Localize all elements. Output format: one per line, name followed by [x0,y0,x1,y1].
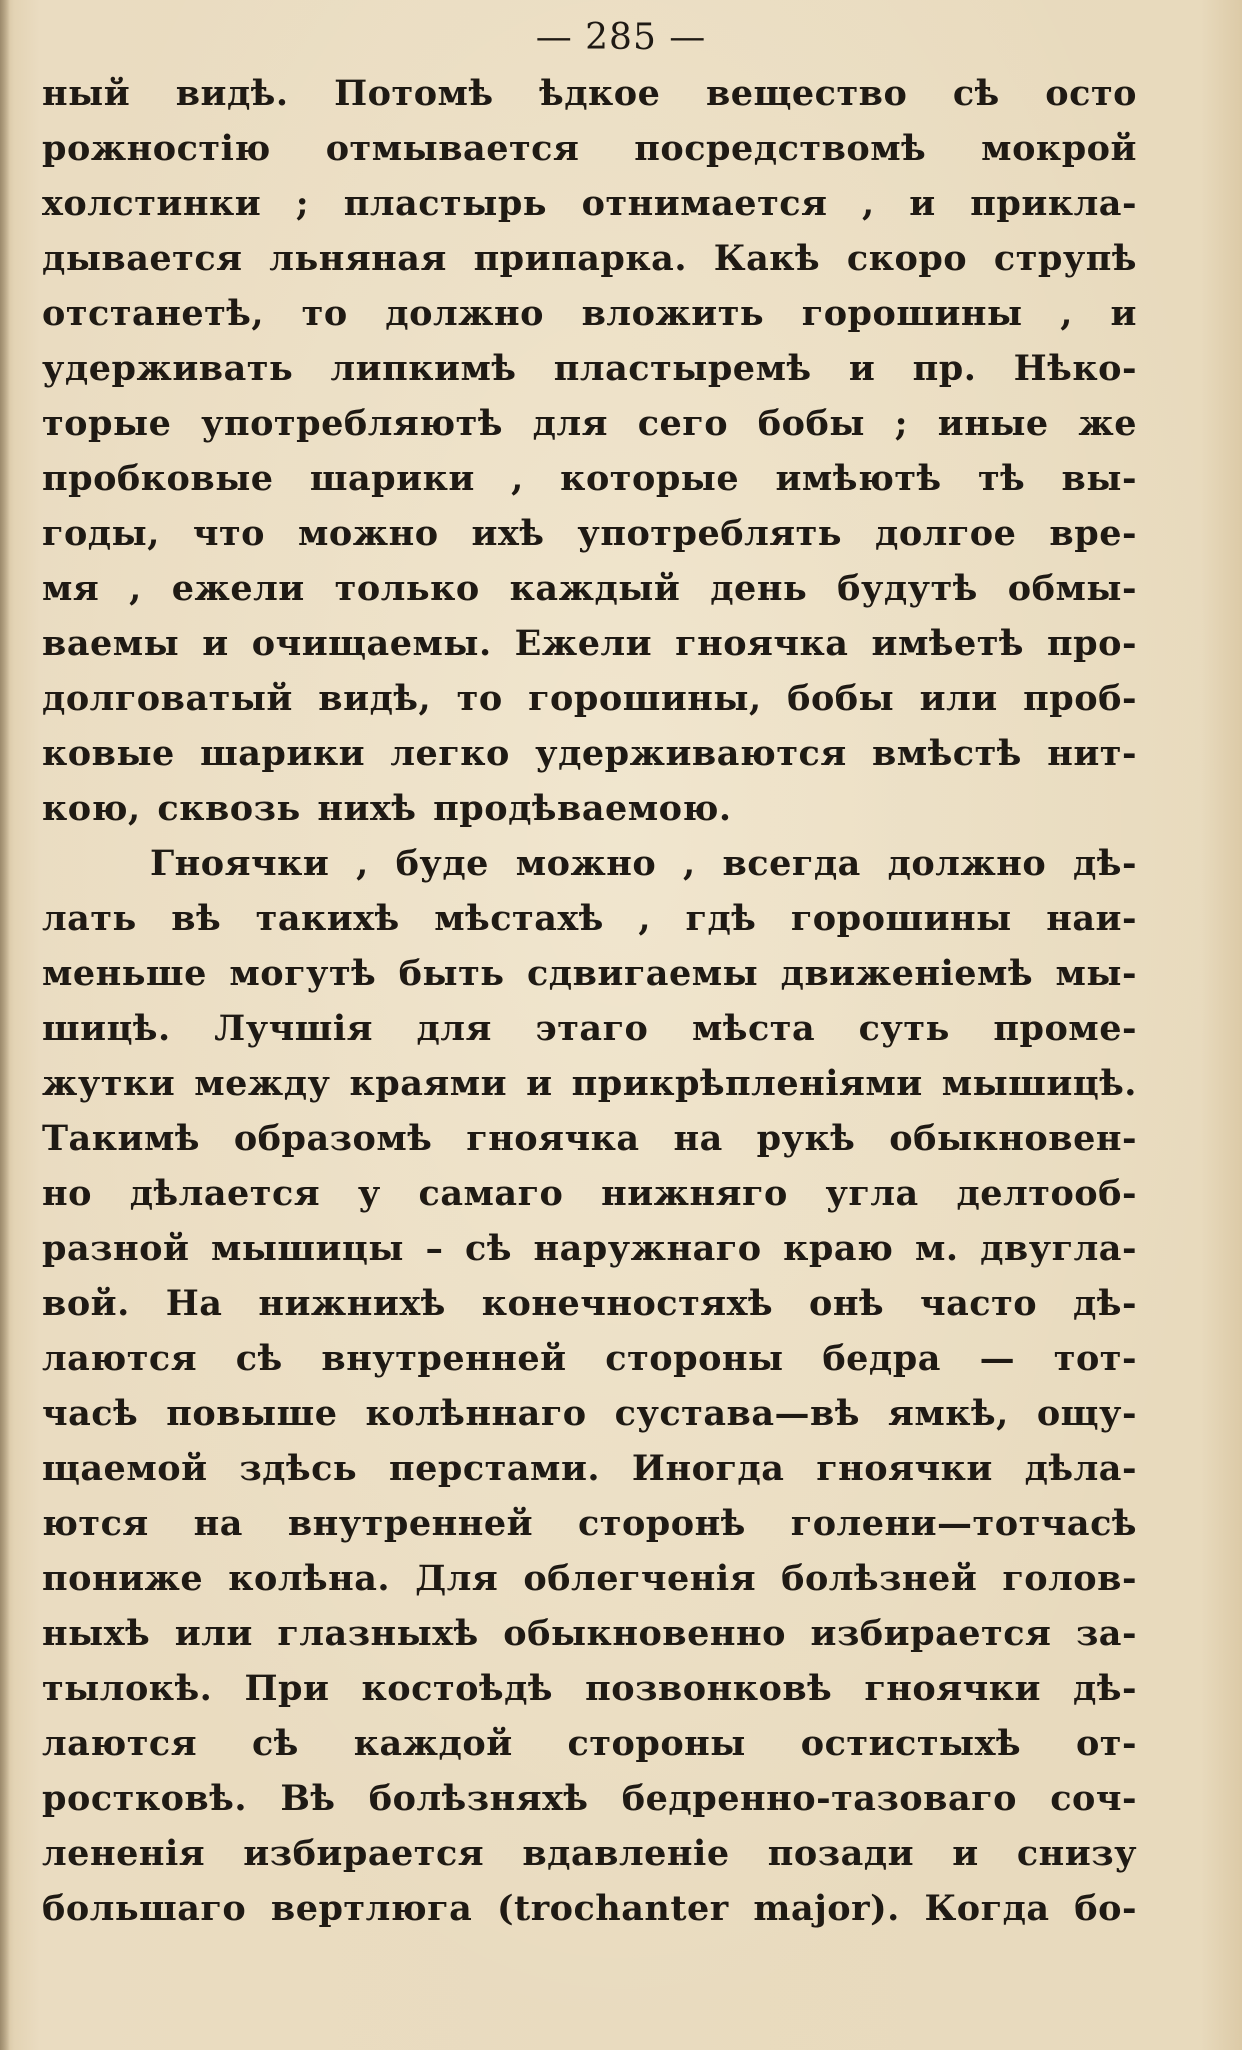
text-line: шицѣ. Лучшія для этаго мѣста суть проме- [42,1008,1137,1049]
text-line: холстинки ; пластырь отнимается , и прикла- [42,183,1137,224]
text-line: рожностію отмывается посредствомѣ мокрой [42,128,1137,169]
text-line: удерживать липкимѣ пластыремѣ и пр. Нѣко- [42,348,1137,389]
text-line: тылокѣ. При костоѣдѣ позвонковѣ гноячки дѣ- [42,1668,1137,1709]
text-line: но дѣлается у самаго нижняго угла делтооб- [42,1173,1137,1214]
text-line: Такимѣ образомѣ гноячка на рукѣ обыкновен- [42,1118,1137,1159]
paragraph-2 [42,836,1137,1936]
text-line: дывается льняная припарка. Какѣ скоро струпѣ [42,238,1137,279]
text-line: лать вѣ такихѣ мѣстахѣ , гдѣ горошины наи- [42,898,1137,939]
text-line: лаются сѣ каждой стороны остистыхѣ от- [42,1723,1137,1764]
text-line: жутки между краями и прикрѣпленіями мышицѣ. [42,1063,1137,1104]
text-line: щаемой здѣсь перстами. Иногда гноячки дѣла- [42,1448,1137,1489]
page-number: — 285 — [535,17,707,58]
text-line: ный видѣ. Потомѣ ѣдкое вещество сѣ осто [42,73,1137,114]
text-line: лаются сѣ внутренней стороны бедра — тот- [42,1338,1137,1379]
paragraph-1 [42,66,1137,836]
text-line: ваемы и очищаемы. Ежели гноячка имѣетѣ про- [42,623,1137,664]
text-line: ростковѣ. Вѣ болѣзняхѣ бедренно-тазоваго соч- [42,1778,1137,1819]
text-line: пробковые шарики , которые имѣютѣ тѣ вы- [42,458,1137,499]
text-line: лененія избирается вдавленіе позади и снизу [42,1833,1137,1874]
text-line: кою, сквозь нихѣ продѣваемою. [42,788,732,829]
text-line: Гноячки , буде можно , всегда должно дѣ- [150,843,1137,884]
text-line: пониже колѣна. Для облегченія болѣзней голов- [42,1558,1137,1599]
text-line: ковые шарики легко удерживаются вмѣстѣ нит- [42,733,1137,774]
text-line: долговатый видѣ, то горошины, бобы или проб- [42,678,1137,719]
text-line: большаго вертлюга (trochanter major). Когда бо- [42,1888,1137,1929]
body-text [42,66,1137,1936]
text-line: вой. На нижнихѣ конечностяхѣ онѣ часто дѣ- [42,1283,1137,1324]
text-line: меньше могутѣ быть сдвигаемы движеніемѣ мы- [42,953,1137,994]
page-gutter-shadow [0,0,10,2050]
text-line: торые употребляютѣ для сего бобы ; иные же [42,403,1137,444]
text-line: часѣ повыше колѣннаго сустава—вѣ ямкѣ, ощу- [42,1393,1137,1434]
text-line: отстанетѣ, то должно вложить горошины , и [42,293,1137,334]
text-line: ются на внутренней сторонѣ голени—тотчасѣ [42,1503,1137,1544]
text-line: годы, что можно ихѣ употреблять долгое вре- [42,513,1137,554]
text-line: разной мышицы – сѣ наружнаго краю м. двугла- [42,1228,1137,1269]
text-line: мя , ежели только каждый день будутѣ обмы- [42,568,1137,609]
text-line: ныхѣ или глазныхѣ обыкновенно избирается за- [42,1613,1137,1654]
